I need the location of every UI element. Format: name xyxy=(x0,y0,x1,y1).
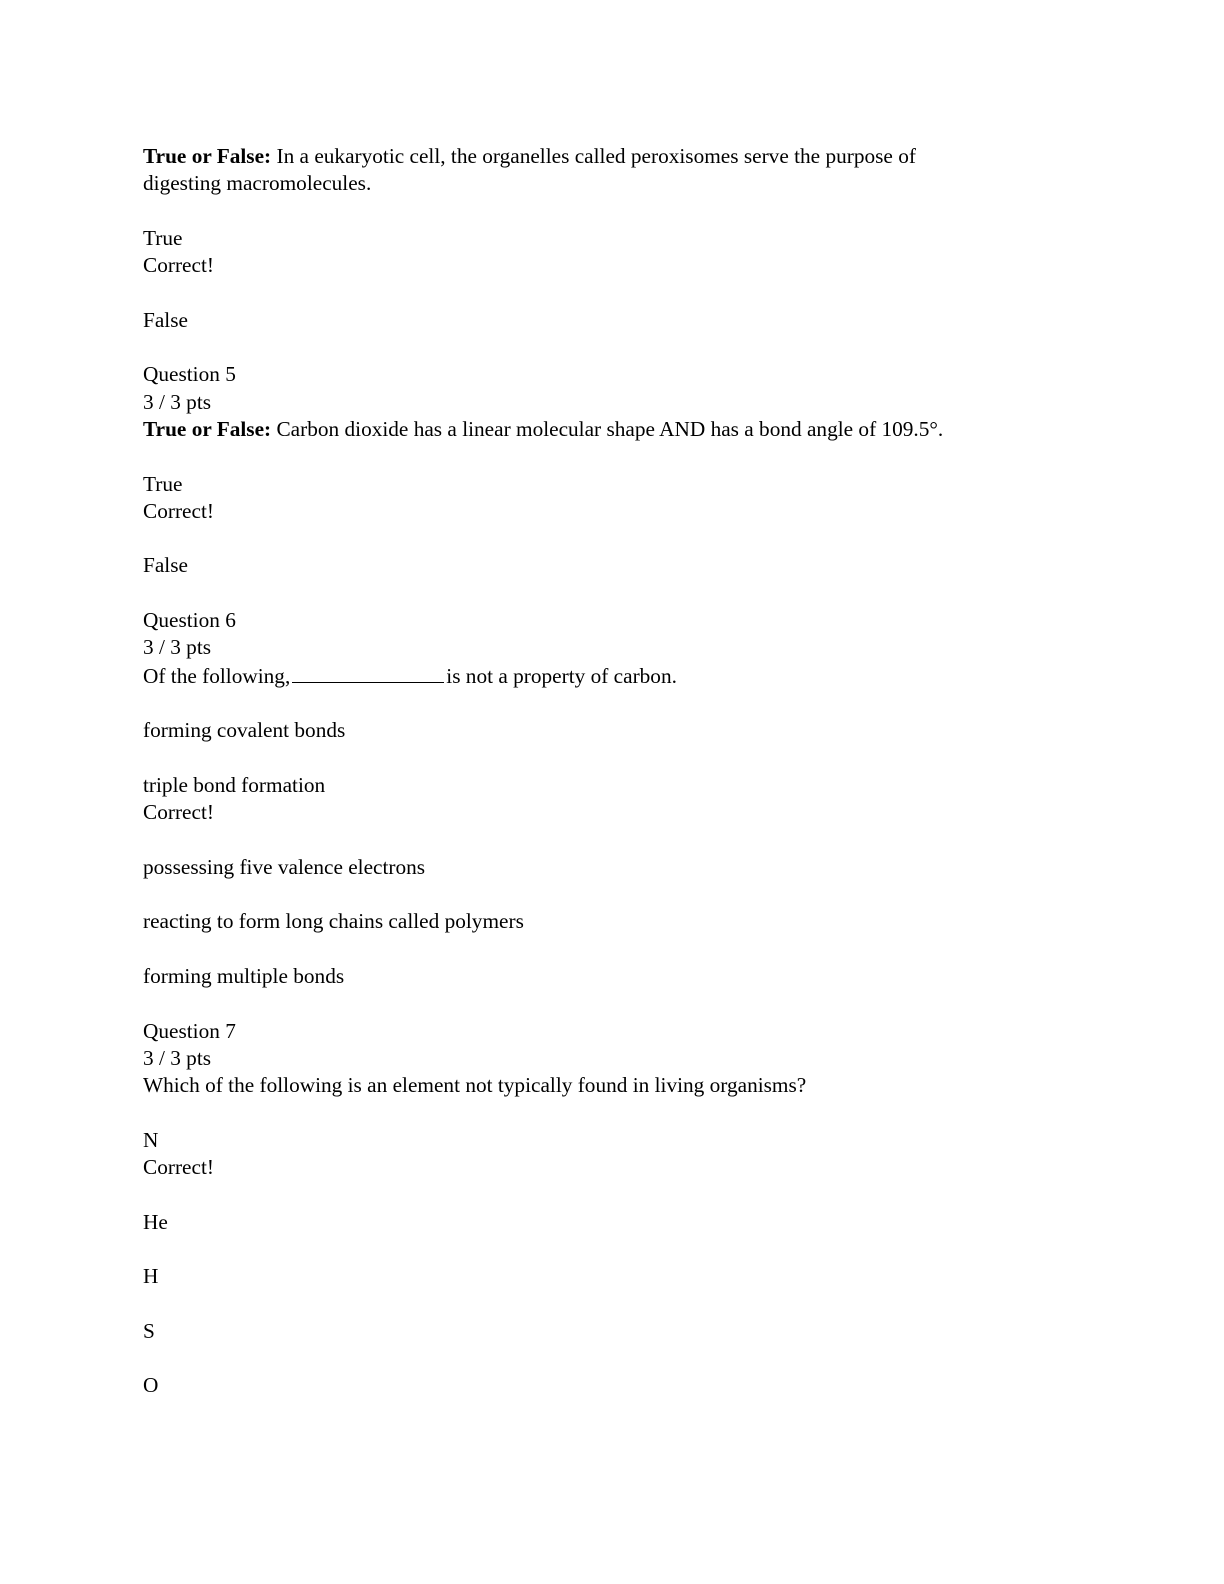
q6-title: Question 6 xyxy=(143,608,236,633)
q7-points: 3 / 3 pts xyxy=(143,1045,212,1070)
q6-option-4: reacting to form long chains called polymers xyxy=(143,909,524,934)
q7-option-2: He xyxy=(143,1209,168,1234)
q4-option-true: True xyxy=(143,225,183,250)
q5-lead: True or False: xyxy=(143,416,272,441)
q6-fill-in-blank xyxy=(292,662,444,683)
q4-lead: True or False: xyxy=(143,144,272,168)
q5-title: Question 5 xyxy=(143,362,236,387)
q4-feedback-correct: Correct! xyxy=(143,253,214,278)
q6-points: 3 / 3 pts xyxy=(143,635,212,660)
q5-option-false: False xyxy=(143,553,188,578)
q4-option-false: False xyxy=(143,307,188,332)
q6-prompt-after: is not a property of carbon. xyxy=(446,663,677,688)
q7-option-3: H xyxy=(143,1264,159,1289)
q6-prompt-before: Of the following, xyxy=(143,663,291,688)
q6-feedback-correct: Correct! xyxy=(143,800,214,825)
q6-option-5: forming multiple bonds xyxy=(143,963,345,988)
q5-option-true: True xyxy=(143,471,183,496)
document-page xyxy=(143,143,1083,1400)
q7-option-4: S xyxy=(143,1318,155,1343)
q7-title: Question 7 xyxy=(143,1018,236,1043)
q7-option-5: O xyxy=(143,1373,159,1398)
q6-option-2: triple bond formation xyxy=(143,772,326,797)
q5-points: 3 / 3 pts xyxy=(143,389,212,414)
q5-prompt-text: Carbon dioxide has a linear molecular shape AND has a bond angle of 109.5°. xyxy=(271,416,944,441)
q6-option-1: forming covalent bonds xyxy=(143,718,346,743)
q6-option-3: possessing five valence electrons xyxy=(143,854,426,879)
q4-prompt-line1 xyxy=(143,143,1083,170)
q7-option-1: N xyxy=(143,1127,159,1152)
q5-prompt xyxy=(143,416,1083,443)
q4-prompt-line2: digesting macromolecules. xyxy=(143,171,372,196)
q6-prompt xyxy=(143,662,1083,690)
q5-feedback-correct: Correct! xyxy=(143,498,214,523)
q7-prompt: Which of the following is an element not typically found in living organisms? xyxy=(143,1073,807,1098)
q7-feedback-correct: Correct! xyxy=(143,1154,214,1179)
q4-prompt-text: In a eukaryotic cell, the organelles called peroxisomes serve the purpose of xyxy=(271,144,916,168)
